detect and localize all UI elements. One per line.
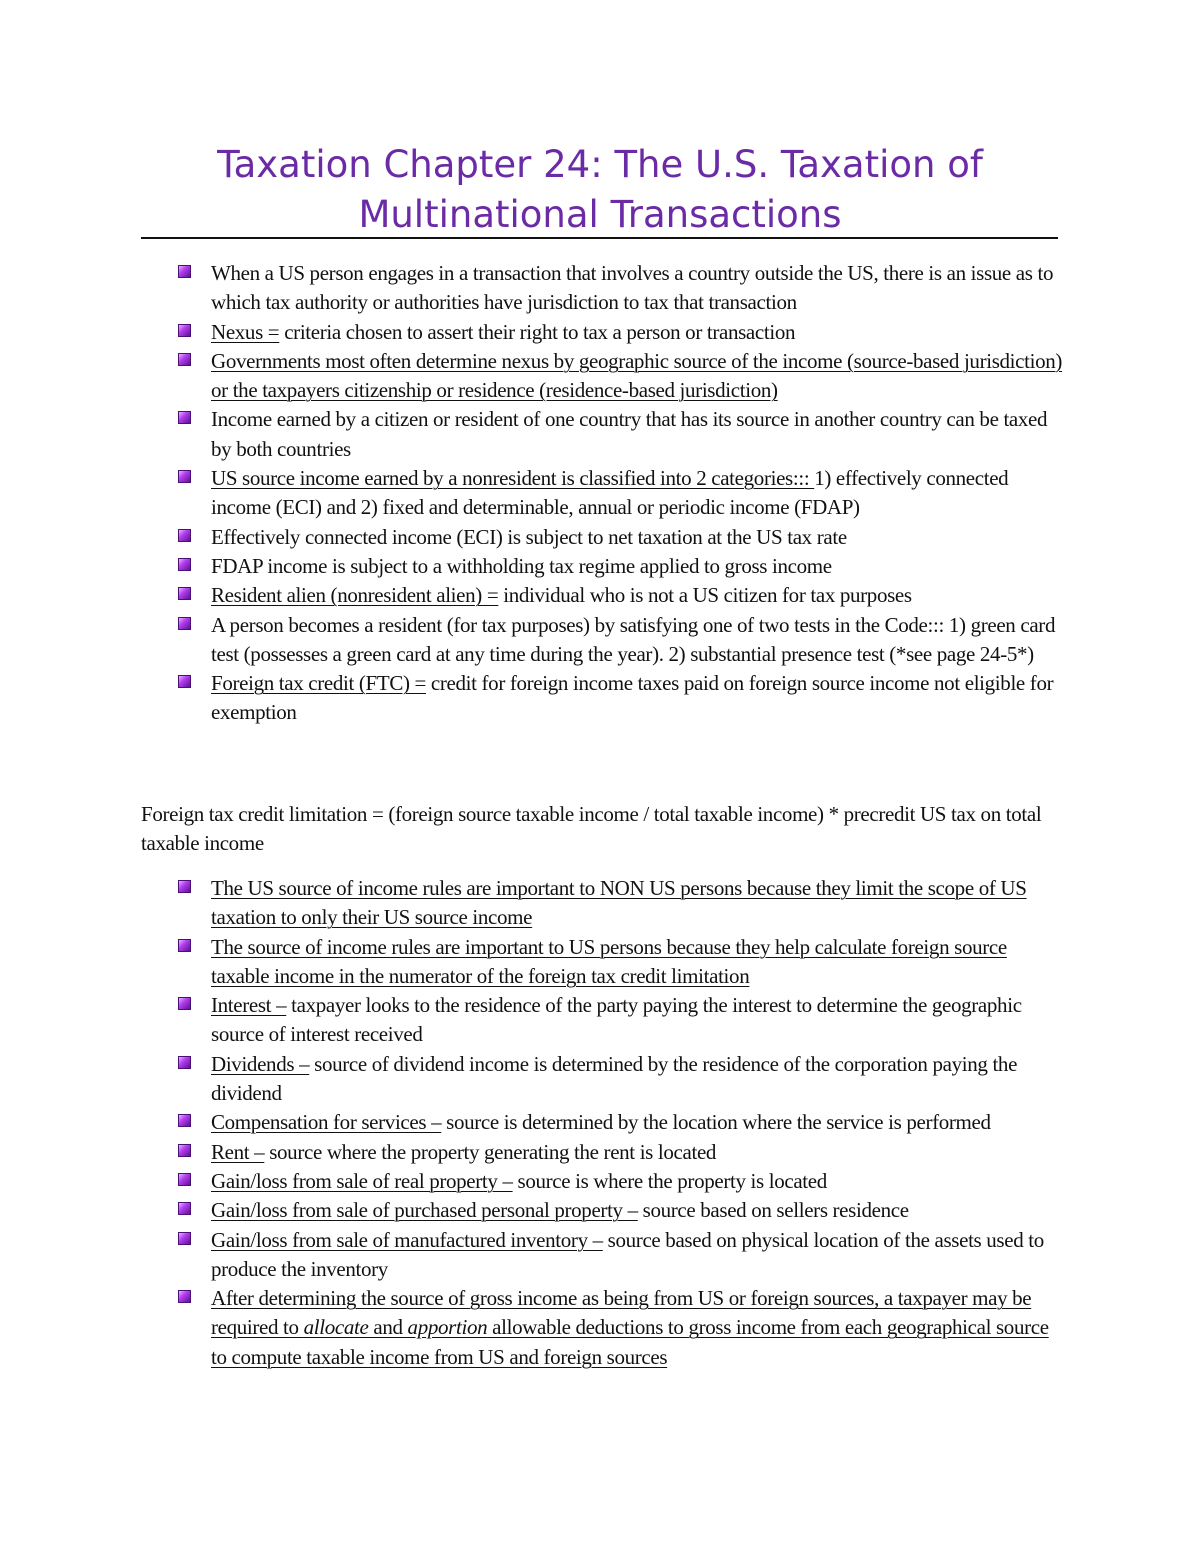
list-item [176,874,1066,933]
list-item [176,1167,1066,1196]
page-title [142,140,1058,240]
purple-square-bullet-icon [178,1056,191,1069]
list-item-term: Gain/loss from sale of manufactured inventory – [211,1227,603,1252]
list-item-text: source based on sellers residence [637,1198,909,1223]
list-item [176,669,1066,728]
title-line-2: Multinational Transactions [358,193,842,236]
list-item-term: Compensation for services – [211,1110,442,1135]
list-item-text: A person becomes a resident (for tax purposes) by satisfying one of two tests in the Code::: 1) green card test (possesses a green card at any time during the year). 2) substantial presence test (*see page 24-5*) [211,612,1056,666]
list-item-text: Income earned by a citizen or resident of one country that has its source in another country can be taxed by both countries [211,407,1048,461]
purple-square-bullet-icon [178,675,191,688]
list-item [176,1284,1066,1372]
purple-square-bullet-icon [178,1202,191,1215]
title-underline-rule [141,237,1058,239]
list-item-term: Dividends – [211,1051,310,1076]
list-item-term: Rent – [211,1139,265,1164]
list-item [176,464,1066,523]
list-item-term: Gain/loss from sale of real property – [211,1168,513,1193]
list-item [176,1226,1066,1285]
purple-square-bullet-icon [178,470,191,483]
list-item [176,581,1066,610]
list-item-term: Nexus = [211,319,280,344]
list-item-text: Effectively connected income (ECI) is subject to net taxation at the US tax rate [211,524,847,549]
list-item [176,259,1066,318]
list-item-term: Interest – [211,993,287,1018]
list-item-text: taxpayer looks to the residence of the party paying the interest to determine the geographic source of interest received [211,993,1022,1047]
list-item [176,1108,1066,1137]
list-item-text: FDAP income is subject to a withholding tax regime applied to gross income [211,553,832,578]
list-item-text: and [368,1315,408,1340]
list-item-text: allowable deductions to gross income from each geographical source to compute taxable income from US and foreign sources [211,1315,1049,1369]
purple-square-bullet-icon [178,939,191,952]
list-item-term: Gain/loss from sale of purchased personal property – [211,1198,638,1223]
list-item-text: credit for foreign income taxes paid on foreign source income not eligible for exemption [211,671,1054,725]
bullet-list-1 [176,259,1066,728]
list-item [176,611,1066,670]
ftc-limitation-paragraph: Foreign tax credit limitation = (foreign source taxable income / total taxable income) * precredit US tax on total taxable income [141,802,1042,856]
purple-square-bullet-icon [178,558,191,571]
purple-square-bullet-icon [178,997,191,1010]
list-item-text: After determining the source of gross income as being from US or foreign sources, a taxpayer may be required to [211,1286,1032,1340]
purple-square-bullet-icon [178,1114,191,1127]
list-item-term: The US source of income rules are important to NON US persons because they limit the scope of US taxation to only their US source income [211,876,1027,930]
list-item [176,1138,1066,1167]
list-item [176,318,1066,347]
list-item [176,552,1066,581]
list-item-text: source is determined by the location where the service is performed [441,1110,991,1135]
purple-square-bullet-icon [178,529,191,542]
purple-square-bullet-icon [178,353,191,366]
bullet-list-2 [176,874,1066,1372]
purple-square-bullet-icon [178,617,191,630]
purple-square-bullet-icon [178,324,191,337]
list-item-term: The source of income rules are important to US persons because they help calculate foreign source taxable income in the numerator of the foreign tax credit limitation [211,934,1007,988]
list-item-text: source is where the property is located [512,1168,827,1193]
emphasized-term: allocate [303,1315,369,1340]
list-item-text: source of dividend income is determined by the residence of the corporation paying the dividend [211,1051,1018,1106]
list-item-text: criteria chosen to assert their right to tax a person or transaction [279,319,796,344]
purple-square-bullet-icon [178,265,191,278]
purple-square-bullet-icon [178,1232,191,1245]
list-item [176,1196,1066,1225]
title-line-1: Taxation Chapter 24: The U.S. Taxation of [217,143,983,186]
purple-square-bullet-icon [178,1144,191,1157]
list-item [176,523,1066,552]
list-item-term [211,1286,1049,1369]
purple-square-bullet-icon [178,411,191,424]
purple-square-bullet-icon [178,587,191,600]
list-item [176,933,1066,992]
list-item-text: individual who is not a US citizen for tax purposes [498,583,912,608]
list-item-text: When a US person engages in a transaction that involves a country outside the US, there is an issue as to which tax authority or authorities have jurisdiction to tax that transaction [211,261,1054,315]
list-item [176,1050,1066,1109]
emphasized-term: apportion [407,1315,488,1340]
purple-square-bullet-icon [178,1290,191,1303]
list-item-text: source where the property generating the rent is located [264,1139,717,1164]
list-item-term: Foreign tax credit (FTC) = [211,671,427,696]
list-item [176,347,1066,406]
purple-square-bullet-icon [178,880,191,893]
list-item-term: US source income earned by a nonresident is classified into 2 categories::: [211,466,815,491]
list-item [176,405,1066,464]
purple-square-bullet-icon [178,1173,191,1186]
list-item-text: 1) effectively connected income (ECI) and 2) fixed and determinable, annual or periodic income (FDAP) [211,466,1009,520]
list-item-term: Resident alien (nonresident alien) = [211,583,499,608]
list-item [176,991,1066,1050]
list-item-term: Governments most often determine nexus by geographic source of the income (source-based jurisdiction) or the taxpayers citizenship or residence (residence-based jurisdiction) [211,348,1063,403]
list-item-text: source based on physical location of the assets used to produce the inventory [211,1227,1044,1281]
